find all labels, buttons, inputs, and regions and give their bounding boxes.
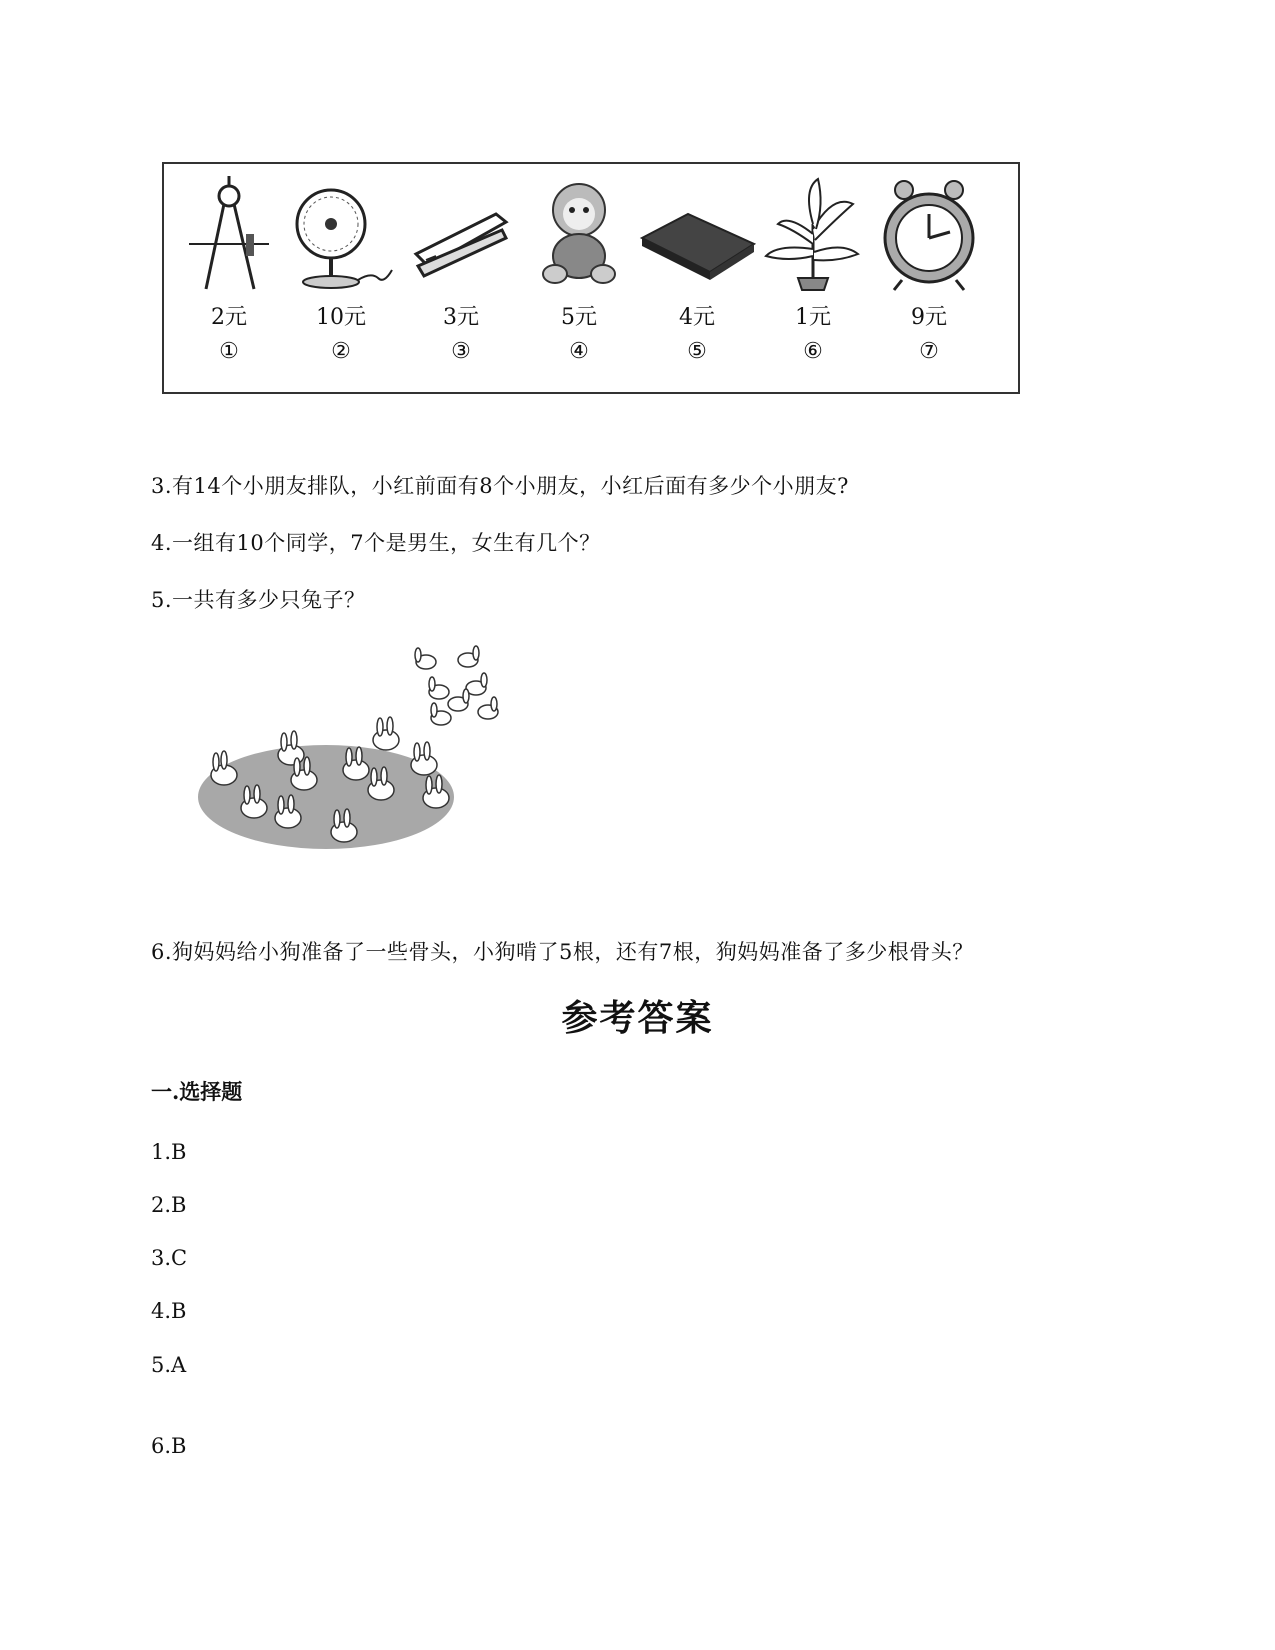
answer-2: 2.B xyxy=(151,1193,187,1217)
item-potted-plant xyxy=(754,174,872,364)
item-wallet xyxy=(638,174,756,364)
question-5: 5.一共有多少只兔子？ xyxy=(151,588,366,612)
answer-1: 1.B xyxy=(151,1140,187,1164)
item-price: 9元 xyxy=(911,305,947,330)
rabbits-illustration xyxy=(196,640,526,874)
answer-3: 3.C xyxy=(151,1246,188,1270)
answers-title: 参考答案 xyxy=(561,997,714,1039)
stapler-icon xyxy=(402,174,520,294)
item-price: 10元 xyxy=(316,305,366,330)
answer-5: 5.A xyxy=(151,1353,187,1377)
item-stapler xyxy=(402,174,520,364)
price-items-figure xyxy=(162,162,1020,394)
item-alarm-clock xyxy=(870,174,988,364)
item-number: ③ xyxy=(451,339,471,364)
question-3: 3.有14个小朋友排队，小红前面有8个小朋友，小红后面有多少个小朋友? xyxy=(151,474,849,498)
item-price: 1元 xyxy=(795,305,831,330)
item-number: ④ xyxy=(569,339,589,364)
item-number: ② xyxy=(331,339,351,364)
teddy-bear-icon xyxy=(520,174,638,294)
fan-icon xyxy=(282,174,400,294)
question-4: 4.一组有10个同学，7个是男生，女生有几个？ xyxy=(151,531,601,555)
item-compass xyxy=(170,174,288,364)
item-price: 4元 xyxy=(679,305,715,330)
item-number: ⑥ xyxy=(803,339,823,364)
answer-6: 6.B xyxy=(151,1434,187,1458)
section-title: 一.选择题 xyxy=(151,1079,243,1104)
item-price: 2元 xyxy=(211,305,247,330)
item-fan xyxy=(282,174,400,364)
potted-plant-icon xyxy=(754,174,872,294)
compass-icon xyxy=(170,174,288,294)
item-price: 5元 xyxy=(561,305,597,330)
item-number: ① xyxy=(219,339,239,364)
question-6: 6.狗妈妈给小狗准备了一些骨头，小狗啃了5根，还有7根，狗妈妈准备了多少根骨头？ xyxy=(151,940,974,964)
item-price: 3元 xyxy=(443,305,479,330)
item-teddy-bear xyxy=(520,174,638,364)
wallet-icon xyxy=(638,174,756,294)
item-number: ⑤ xyxy=(687,339,707,364)
answer-4: 4.B xyxy=(151,1299,187,1323)
alarm-clock-icon xyxy=(870,174,988,294)
item-number: ⑦ xyxy=(919,339,939,364)
